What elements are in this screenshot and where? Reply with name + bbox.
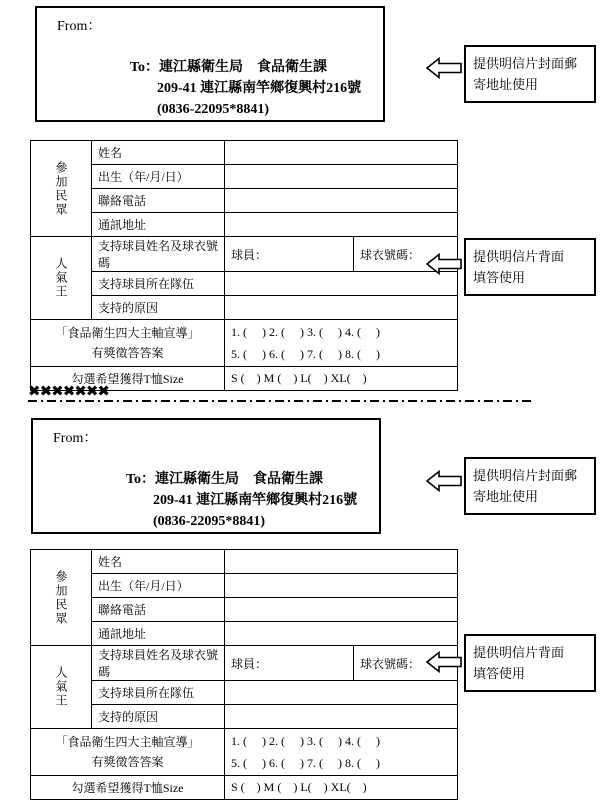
tshirt-label: 勾選希望獲得T恤Size	[31, 776, 225, 800]
to-address-block	[130, 57, 361, 120]
table-row	[31, 165, 458, 189]
note-postcard-back	[464, 238, 596, 296]
table-row	[31, 776, 458, 800]
quiz-answers-line1: 1. ( ) 2. ( ) 3. ( ) 4. ( )	[231, 734, 380, 748]
phone-label: 聯絡電話	[92, 598, 225, 622]
scissors-marks-icon: ✖✖✖✖✖✖✖	[28, 382, 109, 400]
quiz-answers-cell	[225, 320, 458, 367]
reason-input-cell	[225, 296, 458, 320]
note-line: 提供明信片封面郵	[473, 468, 578, 483]
left-arrow-icon	[426, 650, 462, 674]
dash-dot-line	[28, 400, 533, 402]
name-label: 姓名	[92, 550, 225, 574]
address-line: 209-41 連江縣南竿鄉復興村216號	[153, 493, 358, 508]
left-arrow-icon	[426, 56, 462, 80]
to-address-block	[126, 469, 357, 532]
jersey-input-cell: 球衣號碼：	[354, 237, 458, 272]
entry-form-table	[30, 549, 458, 800]
phone-line: (0836-22095*8841)	[153, 514, 265, 529]
team-input-cell	[225, 272, 458, 296]
quiz-label-cell	[31, 729, 225, 776]
table-row	[31, 598, 458, 622]
player-input-cell: 球員：	[225, 237, 354, 272]
table-row	[31, 141, 458, 165]
entry-form-table	[30, 140, 458, 391]
table-row	[31, 622, 458, 646]
group-popularity-label: 人氣王	[54, 257, 68, 299]
team-label: 支持球員所在隊伍	[92, 681, 225, 705]
table-row	[31, 272, 458, 296]
name-input-cell	[225, 550, 458, 574]
player-label: 支持球員姓名及球衣號碼	[92, 646, 225, 681]
name-input-cell	[225, 141, 458, 165]
quiz-label-line2: 有獎徵答答案	[91, 755, 164, 769]
tshirt-options-cell: S ( ) M ( ) L( ) XL( )	[225, 776, 458, 800]
table-row	[31, 574, 458, 598]
player-input-cell: 球員：	[225, 646, 354, 681]
group-popularity-cell	[31, 646, 92, 729]
note-line: 提供明信片背面	[473, 645, 565, 660]
group-participant-label: 參加民眾	[54, 160, 68, 217]
postcard-address-box	[35, 6, 385, 122]
address-input-cell	[225, 622, 458, 646]
quiz-answers-cell	[225, 729, 458, 776]
address-label: 通訊地址	[92, 213, 225, 237]
quiz-answers-line1: 1. ( ) 2. ( ) 3. ( ) 4. ( )	[231, 325, 380, 339]
note-postcard-front	[464, 45, 596, 103]
left-arrow-icon	[426, 469, 462, 493]
from-label: From：	[57, 19, 102, 34]
phone-input-cell	[225, 598, 458, 622]
quiz-label-line2: 有獎徵答答案	[91, 346, 164, 360]
tshirt-options-cell: S ( ) M ( ) L( ) XL( )	[225, 367, 458, 391]
table-row	[31, 646, 458, 681]
note-postcard-back	[464, 634, 596, 692]
address-input-cell	[225, 213, 458, 237]
quiz-label-line1: 「食品衛生四大主軸宣導」	[55, 326, 200, 340]
note-line: 提供明信片封面郵	[473, 56, 578, 71]
to-line: To：連江縣衛生局 食品衛生課	[130, 60, 328, 75]
name-label: 姓名	[92, 141, 225, 165]
birth-label: 出生（年/月/日）	[92, 574, 225, 598]
jersey-input-cell: 球衣號碼：	[354, 646, 458, 681]
reason-input-cell	[225, 705, 458, 729]
birth-label: 出生（年/月/日）	[92, 165, 225, 189]
group-popularity-cell	[31, 237, 92, 320]
table-row	[31, 296, 458, 320]
postcard-address-box	[31, 418, 381, 534]
group-participant-label: 參加民眾	[54, 569, 68, 626]
left-arrow-icon	[426, 252, 462, 276]
note-line: 填答使用	[473, 666, 526, 681]
note-postcard-front	[464, 457, 596, 515]
from-label: From：	[53, 431, 98, 446]
quiz-answers-line2: 5. ( ) 6. ( ) 7. ( ) 8. ( )	[231, 756, 380, 770]
note-line: 寄地址使用	[473, 489, 539, 504]
table-row	[31, 705, 458, 729]
table-row	[31, 550, 458, 574]
note-line: 寄地址使用	[473, 77, 539, 92]
reason-label: 支持的原因	[92, 296, 225, 320]
group-popularity-label: 人氣王	[54, 666, 68, 708]
quiz-label-cell	[31, 320, 225, 367]
quiz-answers-line2: 5. ( ) 6. ( ) 7. ( ) 8. ( )	[231, 347, 380, 361]
table-row	[31, 213, 458, 237]
note-line: 填答使用	[473, 270, 526, 285]
quiz-label-line1: 「食品衛生四大主軸宣導」	[55, 735, 200, 749]
table-row	[31, 237, 458, 272]
player-label: 支持球員姓名及球衣號碼	[92, 237, 225, 272]
table-row	[31, 681, 458, 705]
cut-line	[28, 384, 533, 402]
address-line: 209-41 連江縣南竿鄉復興村216號	[157, 81, 362, 96]
phone-label: 聯絡電話	[92, 189, 225, 213]
phone-line: (0836-22095*8841)	[157, 102, 269, 117]
group-participant-cell	[31, 550, 92, 646]
table-row	[31, 729, 458, 776]
note-line: 提供明信片背面	[473, 249, 565, 264]
birth-input-cell	[225, 574, 458, 598]
birth-input-cell	[225, 165, 458, 189]
to-line: To：連江縣衛生局 食品衛生課	[126, 472, 324, 487]
table-row	[31, 320, 458, 367]
address-label: 通訊地址	[92, 622, 225, 646]
reason-label: 支持的原因	[92, 705, 225, 729]
group-participant-cell	[31, 141, 92, 237]
team-label: 支持球員所在隊伍	[92, 272, 225, 296]
table-row	[31, 189, 458, 213]
phone-input-cell	[225, 189, 458, 213]
team-input-cell	[225, 681, 458, 705]
tshirt-label: 勾選希望獲得T恤Size	[31, 367, 225, 391]
